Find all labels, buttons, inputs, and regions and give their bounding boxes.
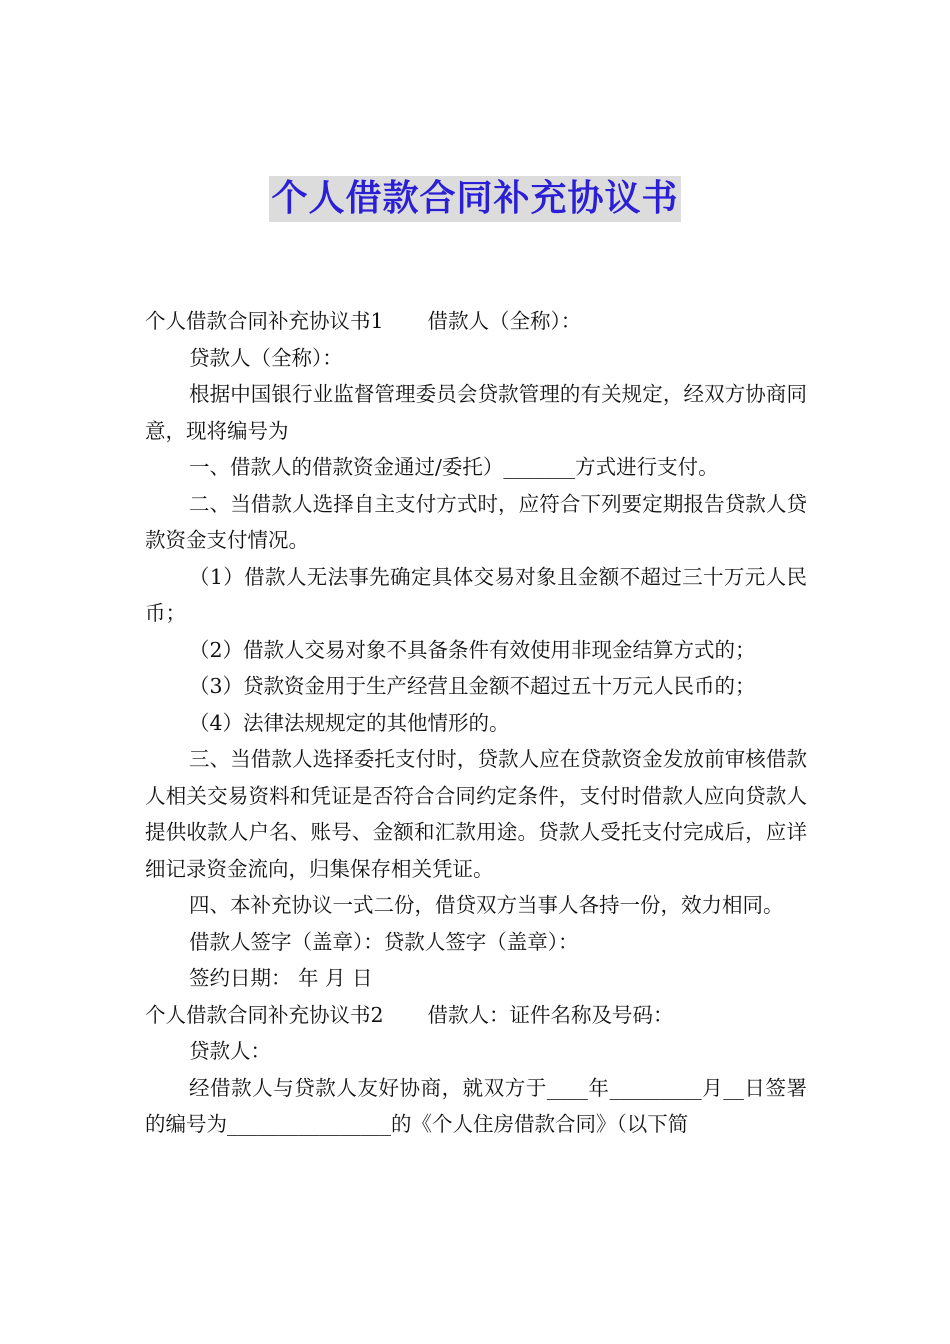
doc2-intro-paragraph: 经借款人与贷款人友好协商，就双方于____年_________月__日签署的编号为________________的《个人住房借款合同》（以下简 — [145, 1075, 807, 1136]
doc1-clause-3: 三、当借款人选择委托支付时，贷款人应在贷款资金发放前审核借款人相关交易资料和凭证是否符合合同约定条件，支付时借款人应向贷款人提供收款人户名、账号、金额和汇款用途。贷款人受托支付完成后，应详细记录资金流向，归集保存相关凭证。 — [145, 747, 807, 881]
doc1-clause-1: 一、借款人的借款资金通过/委托）_______方式进行支付。 — [189, 455, 719, 479]
document-body — [145, 303, 807, 1143]
doc2-lender: 贷款人： — [189, 1039, 271, 1063]
doc1-item-3: （3）贷款资金用于生产经营且金额不超过五十万元人民币的； — [189, 674, 756, 698]
doc2-borrower: 借款人：证件名称及号码： — [427, 1002, 674, 1027]
doc1-lender: 贷款人（全称）： — [189, 345, 343, 370]
doc1-item-2: （2）借款人交易对象不具备条件有效使用非现金结算方式的； — [189, 637, 756, 662]
doc1-intro-paragraph: 根据中国银行业监督管理委员会贷款管理的有关规定，经双方协商同意，现将编号为 — [145, 382, 807, 443]
doc1-item-1: （1）借款人无法事先确定具体交易对象且金额不超过三十万元人民币； — [145, 564, 807, 625]
doc1-heading: 个人借款合同补充协议书1 — [145, 309, 384, 333]
doc1-heading-line — [145, 303, 807, 340]
doc1-clause-2: 二、当借款人选择自主支付方式时，应符合下列要定期报告贷款人贷款资金支付情况。 — [145, 491, 807, 552]
doc1-item-4: （4）法律法规规定的其他情形的。 — [189, 710, 510, 735]
title-wrap — [0, 176, 950, 222]
doc1-date: 签约日期： 年 月 日 — [189, 966, 373, 990]
doc2-heading-line — [145, 997, 807, 1034]
document-title: 个人借款合同补充协议书 — [269, 176, 680, 222]
doc1-clause-4: 四、本补充协议一式二份，借贷双方当事人各持一份，效力相同。 — [189, 893, 784, 917]
doc2-heading: 个人借款合同补充协议书2 — [145, 1002, 384, 1027]
doc1-signatures: 借款人签字（盖章）：贷款人签字（盖章）： — [189, 929, 579, 954]
doc1-borrower: 借款人（全称）： — [427, 309, 582, 333]
